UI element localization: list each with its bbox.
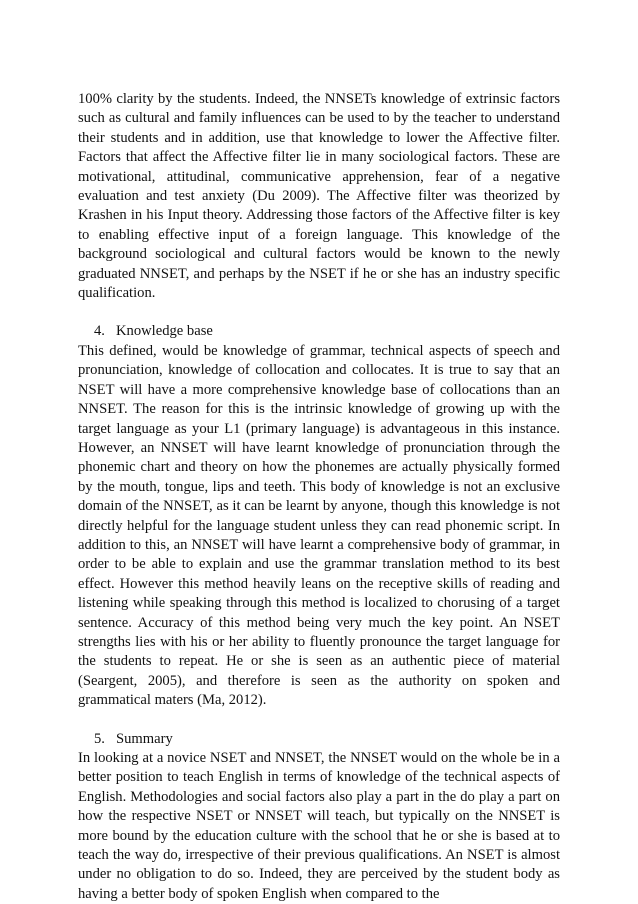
document-page <box>78 90 560 904</box>
section-number: 4. <box>94 323 105 340</box>
paragraph-knowledge-base: This defined, would be knowledge of grammar, technical aspects of speech and pronunciation, knowledge of collocation and collocates. It is true to say that an NSET will have a more comprehensive knowledge base of collocations than an NNSET. The reason for this is the intrinsic knowledge of growing up with the target language as your L1 (primary language) is advantageous in this instance. However, an NNSET will have learnt knowledge of pronunciation through the phonemic chart and theory on how the phonemes are actually physically formed by the mouth, tongue, lips and teeth. This body of knowledge is not an exclusive domain of the NNSET, as it can be learnt by anyone, though this knowledge is not directly helpful for the language student unless they can read phonemic script. In addition to this, an NNSET will have learnt a comprehensive body of grammar, in order to be able to explain and use the grammar translation method to its best effect. However this method heavily leans on the receptive skills of reading and listening while speaking through this method is localized to chorusing of a target sentence. Accuracy of this method being very much the key point. An NSET strengths lies with his or her ability to fluently pronounce the target language for the students to repeat. He or she is seen as an authentic piece of material (Seargent, 2005), and therefore is seen as the authority on spoken and grammatical maters (Ma, 2012). <box>78 342 560 709</box>
section-number: 5. <box>94 730 105 747</box>
section-title: Knowledge base <box>116 323 213 340</box>
section-title: Summary <box>116 730 173 747</box>
section-heading-summary <box>78 730 560 749</box>
section-heading-knowledge-base <box>78 322 560 341</box>
paragraph-intro: 100% clarity by the students. Indeed, the NNSETs knowledge of extrinsic factors such as cultural and family influences can be used to by the teacher to understand their students and in addition, use that knowledge to lower the Affective filter. Factors that affect the Affective filter lie in many sociological factors. These are motivational, attitudinal, communicative apprehension, fear of a negative evaluation and test anxiety (Du 2009). The Affective filter was theorized by Krashen in his Input theory. Addressing those factors of the Affective filter is key to enabling effective input of a foreign language. This knowledge of the background sociological and cultural factors would be known to the newly graduated NNSET, and perhaps by the NSET if he or she has an industry specific qualification. <box>78 91 560 302</box>
paragraph-summary: In looking at a novice NSET and NNSET, the NNSET would on the whole be in a better position to teach English in terms of knowledge of the technical aspects of English. Methodologies and social factors also play a part in the do play a part on how the respective NSET or NNSET will teach, but typically on the NNSET is more bound by the education culture with the school that he or she is based at to teach the way do, irrespective of their previous qualifications. An NSET is almost under no obligation to do so. Indeed, they are perceived by the student body as having a better body of spoken English when compared to the <box>78 750 560 902</box>
